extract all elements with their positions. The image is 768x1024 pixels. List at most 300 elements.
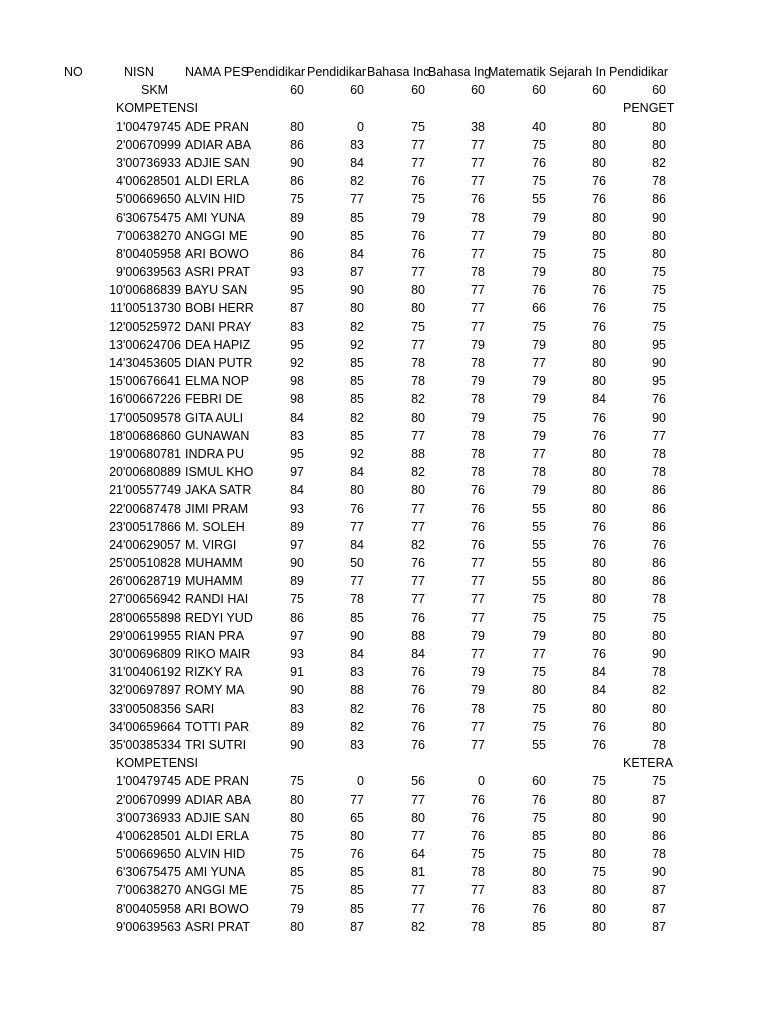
cell-score[interactable]: 75 — [532, 810, 546, 825]
cell-score[interactable]: 80 — [290, 119, 304, 134]
cell-score[interactable]: 75 — [532, 137, 546, 152]
cell-nisn[interactable]: '00557749 — [123, 483, 182, 498]
cell-score[interactable]: 80 — [592, 228, 606, 243]
cell-nisn[interactable]: '00680781 — [123, 446, 182, 461]
cell-score[interactable]: 89 — [290, 210, 304, 225]
cell-score[interactable]: 79 — [471, 665, 485, 680]
cell-score[interactable]: 83 — [350, 665, 364, 680]
cell-score[interactable]: 76 — [592, 410, 606, 425]
cell-score[interactable]: 84 — [350, 465, 364, 480]
cell-score[interactable]: 90 — [652, 810, 666, 825]
cell-nisn[interactable]: '00638270 — [123, 228, 182, 243]
cell-nama[interactable]: ELMA NOP — [185, 374, 249, 389]
cell-score[interactable]: 66 — [532, 301, 546, 316]
cell-score[interactable]: 79 — [471, 683, 485, 698]
cell-score[interactable]: 84 — [350, 246, 364, 261]
cell-nisn[interactable]: '00667226 — [123, 392, 182, 407]
cell-score[interactable]: 75 — [290, 828, 304, 843]
cell-nisn[interactable]: '00517866 — [123, 519, 182, 534]
cell-score[interactable]: 90 — [290, 737, 304, 752]
cell-nama[interactable]: GITA AULI — [185, 410, 244, 425]
cell-score[interactable]: 83 — [290, 428, 304, 443]
cell-nisn[interactable]: '00659664 — [123, 719, 182, 734]
cell-score[interactable]: 76 — [411, 665, 425, 680]
cell-score[interactable]: 78 — [652, 847, 666, 862]
cell-nama[interactable]: DEA HAPIZ — [185, 337, 251, 352]
cell-score[interactable]: 80 — [592, 210, 606, 225]
cell-score[interactable]: 77 — [411, 792, 425, 807]
cell-score[interactable]: 80 — [411, 410, 425, 425]
cell-score[interactable]: 80 — [592, 501, 606, 516]
cell-nisn[interactable]: '00619955 — [123, 628, 182, 643]
cell-score[interactable]: 86 — [652, 192, 666, 207]
cell-score[interactable]: 78 — [471, 265, 485, 280]
skm-value[interactable]: 60 — [471, 83, 485, 98]
cell-no[interactable]: 5 — [116, 847, 123, 862]
cell-score[interactable]: 40 — [532, 119, 546, 134]
cell-no[interactable]: 32 — [109, 683, 123, 698]
cell-score[interactable]: 90 — [652, 647, 666, 661]
cell-score[interactable]: 77 — [411, 428, 425, 443]
cell-no[interactable]: 33 — [109, 701, 123, 716]
cell-score[interactable]: 82 — [350, 410, 364, 425]
cell-score[interactable]: 75 — [652, 610, 666, 625]
cell-score[interactable]: 90 — [290, 155, 304, 170]
cell-score[interactable]: 82 — [411, 392, 425, 407]
cell-score[interactable]: 75 — [532, 319, 546, 334]
cell-nisn[interactable]: '00628501 — [123, 828, 182, 843]
cell-nama[interactable]: RIKO MAIR — [185, 647, 251, 661]
cell-score[interactable]: 55 — [532, 192, 546, 207]
cell-no[interactable]: 5 — [116, 192, 123, 207]
cell-nisn[interactable]: '00479745 — [123, 119, 182, 134]
cell-score[interactable]: 75 — [532, 701, 546, 716]
cell-nama[interactable]: DANI PRAY — [185, 319, 252, 334]
cell-score[interactable]: 77 — [411, 828, 425, 843]
cell-no[interactable]: 34 — [109, 719, 123, 734]
cell-nisn[interactable]: '00656942 — [123, 592, 182, 607]
cell-nama[interactable]: ADE PRAN — [185, 774, 249, 789]
cell-score[interactable]: 77 — [411, 501, 425, 516]
cell-nisn[interactable]: '00687478 — [123, 501, 182, 516]
cell-score[interactable]: 86 — [652, 483, 666, 498]
cell-score[interactable]: 80 — [592, 483, 606, 498]
cell-nisn[interactable]: '00736933 — [123, 155, 182, 170]
cell-nama[interactable]: ANGGI ME — [185, 883, 248, 898]
cell-no[interactable]: 35 — [109, 737, 123, 752]
cell-score[interactable]: 55 — [532, 537, 546, 552]
cell-no[interactable]: 17 — [109, 410, 123, 425]
cell-nisn[interactable]: '00513730 — [123, 301, 182, 316]
cell-nama[interactable]: ALVIN HID — [185, 192, 246, 207]
cell-score[interactable]: 76 — [471, 192, 485, 207]
cell-score[interactable]: 80 — [350, 301, 364, 316]
cell-score[interactable]: 81 — [411, 865, 425, 880]
cell-score[interactable]: 90 — [350, 283, 364, 298]
cell-score[interactable]: 56 — [411, 774, 425, 789]
cell-nisn[interactable]: '00669650 — [123, 192, 182, 207]
cell-nisn[interactable]: '00525972 — [123, 319, 182, 334]
cell-score[interactable]: 0 — [478, 774, 485, 789]
cell-score[interactable]: 86 — [290, 610, 304, 625]
cell-score[interactable]: 75 — [652, 319, 666, 334]
cell-nisn[interactable]: '30675475 — [123, 865, 182, 880]
cell-nama[interactable]: ALDI ERLA — [185, 828, 249, 843]
cell-nisn[interactable]: '30675475 — [123, 210, 182, 225]
cell-nama[interactable]: TOTTI PAR — [185, 719, 250, 734]
cell-nama[interactable]: ASRI PRAT — [185, 919, 251, 934]
cell-nisn[interactable]: '00670999 — [123, 137, 182, 152]
cell-score[interactable]: 77 — [350, 519, 364, 534]
cell-score[interactable]: 85 — [350, 883, 364, 898]
cell-score[interactable]: 84 — [350, 537, 364, 552]
cell-no[interactable]: 26 — [109, 574, 123, 589]
cell-score[interactable]: 85 — [350, 428, 364, 443]
cell-score[interactable]: 90 — [290, 683, 304, 698]
cell-score[interactable]: 90 — [652, 210, 666, 225]
cell-score[interactable]: 75 — [532, 410, 546, 425]
cell-score[interactable]: 82 — [350, 719, 364, 734]
cell-score[interactable]: 86 — [290, 137, 304, 152]
cell-score[interactable]: 80 — [652, 228, 666, 243]
cell-score[interactable]: 76 — [411, 701, 425, 716]
cell-no[interactable]: 11 — [110, 301, 123, 316]
cell-score[interactable]: 80 — [592, 810, 606, 825]
cell-score[interactable]: 80 — [592, 901, 606, 916]
cell-score[interactable]: 38 — [471, 119, 485, 134]
cell-nama[interactable]: ISMUL KHO — [185, 465, 254, 480]
cell-score[interactable]: 86 — [290, 246, 304, 261]
cell-score[interactable]: 76 — [592, 428, 606, 443]
cell-score[interactable]: 87 — [350, 265, 364, 280]
cell-score[interactable]: 78 — [652, 465, 666, 480]
cell-score[interactable]: 75 — [532, 665, 546, 680]
cell-score[interactable]: 95 — [290, 337, 304, 352]
cell-no[interactable]: 20 — [109, 465, 123, 480]
cell-score[interactable]: 80 — [592, 465, 606, 480]
cell-score[interactable]: 75 — [290, 847, 304, 862]
cell-score[interactable]: 95 — [290, 283, 304, 298]
cell-score[interactable]: 79 — [411, 210, 425, 225]
cell-score[interactable]: 79 — [532, 265, 546, 280]
cell-score[interactable]: 75 — [652, 265, 666, 280]
skm-label[interactable]: SKM — [141, 83, 169, 98]
cell-nisn[interactable]: '00696809 — [123, 647, 182, 661]
cell-score[interactable]: 85 — [350, 392, 364, 407]
cell-nama[interactable]: M. VIRGI — [185, 537, 237, 552]
cell-score[interactable]: 80 — [652, 137, 666, 152]
cell-nama[interactable]: ADJIE SAN — [185, 155, 250, 170]
cell-score[interactable]: 76 — [471, 828, 485, 843]
cell-score[interactable]: 89 — [290, 519, 304, 534]
cell-score[interactable]: 78 — [471, 701, 485, 716]
section-tag[interactable]: KETERA — [623, 756, 674, 771]
cell-score[interactable]: 98 — [290, 374, 304, 389]
cell-score[interactable]: 85 — [350, 228, 364, 243]
cell-score[interactable]: 90 — [652, 410, 666, 425]
cell-score[interactable]: 76 — [471, 483, 485, 498]
cell-nama[interactable]: FEBRI DE — [185, 392, 243, 407]
cell-score[interactable]: 76 — [411, 556, 425, 571]
cell-score[interactable]: 84 — [411, 647, 425, 661]
cell-score[interactable]: 80 — [592, 137, 606, 152]
cell-nama[interactable]: ADIAR ABA — [185, 137, 251, 152]
cell-score[interactable]: 80 — [592, 119, 606, 134]
section-tag[interactable]: PENGET — [623, 101, 675, 116]
cell-nama[interactable]: ROMY MA — [185, 683, 245, 698]
cell-nama[interactable]: BOBI HERR — [185, 301, 254, 316]
cell-score[interactable]: 76 — [471, 792, 485, 807]
cell-score[interactable]: 97 — [290, 537, 304, 552]
cell-nama[interactable]: DIAN PUTR — [185, 356, 253, 370]
cell-score[interactable]: 87 — [652, 901, 666, 916]
cell-score[interactable]: 84 — [350, 647, 364, 661]
cell-score[interactable]: 79 — [532, 628, 546, 643]
cell-nama[interactable]: RANDI HAI — [185, 592, 249, 607]
cell-score[interactable]: 82 — [411, 465, 425, 480]
cell-score[interactable]: 76 — [471, 537, 485, 552]
cell-score[interactable]: 75 — [532, 847, 546, 862]
cell-no[interactable]: 4 — [116, 828, 123, 843]
cell-nisn[interactable]: '30453605 — [123, 356, 182, 370]
cell-no[interactable]: 10 — [109, 283, 123, 298]
cell-nama[interactable]: MUHAMM — [185, 556, 243, 571]
cell-score[interactable]: 92 — [350, 337, 364, 352]
cell-score[interactable]: 76 — [350, 501, 364, 516]
cell-score[interactable]: 80 — [652, 701, 666, 716]
cell-score[interactable]: 77 — [411, 883, 425, 898]
cell-nisn[interactable]: '00655898 — [123, 610, 182, 625]
cell-score[interactable]: 75 — [652, 301, 666, 316]
cell-nama[interactable]: MUHAMM — [185, 574, 243, 589]
cell-nama[interactable]: AMI YUNA — [185, 865, 246, 880]
cell-score[interactable]: 78 — [411, 374, 425, 389]
cell-score[interactable]: 0 — [357, 119, 364, 134]
cell-score[interactable]: 85 — [350, 610, 364, 625]
cell-score[interactable]: 87 — [350, 919, 364, 934]
cell-score[interactable]: 77 — [471, 737, 485, 752]
cell-score[interactable]: 85 — [532, 919, 546, 934]
cell-score[interactable]: 77 — [471, 155, 485, 170]
cell-score[interactable]: 97 — [290, 465, 304, 480]
cell-score[interactable]: 76 — [592, 647, 606, 661]
cell-score[interactable]: 84 — [592, 665, 606, 680]
cell-score[interactable]: 75 — [290, 883, 304, 898]
cell-score[interactable]: 75 — [532, 719, 546, 734]
skm-value[interactable]: 60 — [290, 83, 304, 98]
cell-score[interactable]: 77 — [471, 283, 485, 298]
cell-no[interactable]: 14 — [109, 356, 123, 370]
cell-score[interactable]: 77 — [471, 246, 485, 261]
cell-score[interactable]: 86 — [652, 574, 666, 589]
cell-no[interactable]: 2 — [116, 137, 123, 152]
cell-score[interactable]: 80 — [350, 483, 364, 498]
cell-score[interactable]: 82 — [652, 683, 666, 698]
cell-score[interactable]: 92 — [290, 356, 304, 370]
cell-score[interactable]: 76 — [411, 737, 425, 752]
cell-nisn[interactable]: '00628501 — [123, 174, 182, 189]
column-header-subject[interactable]: Bahasa Inc — [367, 65, 430, 79]
cell-nisn[interactable]: '00736933 — [123, 810, 182, 825]
cell-score[interactable]: 76 — [592, 301, 606, 316]
cell-score[interactable]: 76 — [592, 283, 606, 298]
cell-score[interactable]: 77 — [471, 174, 485, 189]
column-header-nisn[interactable]: NISN — [124, 65, 154, 79]
cell-score[interactable]: 88 — [411, 446, 425, 461]
cell-score[interactable]: 77 — [411, 337, 425, 352]
cell-score[interactable]: 77 — [411, 592, 425, 607]
cell-score[interactable]: 77 — [350, 192, 364, 207]
cell-score[interactable]: 80 — [592, 847, 606, 862]
cell-no[interactable]: 28 — [109, 610, 123, 625]
cell-score[interactable]: 80 — [592, 883, 606, 898]
cell-score[interactable]: 76 — [411, 228, 425, 243]
cell-score[interactable]: 78 — [471, 210, 485, 225]
cell-nisn[interactable]: '00669650 — [123, 847, 182, 862]
cell-nisn[interactable]: '00680889 — [123, 465, 182, 480]
cell-nisn[interactable]: '00406192 — [123, 665, 182, 680]
cell-score[interactable]: 86 — [652, 519, 666, 534]
cell-nisn[interactable]: '00405958 — [123, 246, 182, 261]
cell-score[interactable]: 76 — [592, 537, 606, 552]
cell-score[interactable]: 85 — [350, 865, 364, 880]
cell-score[interactable]: 90 — [290, 556, 304, 571]
cell-score[interactable]: 89 — [290, 574, 304, 589]
cell-score[interactable]: 75 — [592, 610, 606, 625]
cell-score[interactable]: 78 — [652, 174, 666, 189]
cell-score[interactable]: 76 — [652, 392, 666, 407]
cell-score[interactable]: 79 — [290, 901, 304, 916]
cell-score[interactable]: 75 — [592, 774, 606, 789]
cell-score[interactable]: 79 — [532, 374, 546, 389]
cell-no[interactable]: 3 — [116, 155, 123, 170]
cell-nisn[interactable]: '00479745 — [123, 774, 182, 789]
cell-score[interactable]: 80 — [592, 265, 606, 280]
cell-score[interactable]: 80 — [592, 446, 606, 461]
cell-no[interactable]: 16 — [109, 392, 123, 407]
column-header-subject[interactable]: Pendidikar — [307, 65, 367, 79]
cell-score[interactable]: 77 — [471, 556, 485, 571]
cell-score[interactable]: 82 — [350, 174, 364, 189]
cell-score[interactable]: 82 — [350, 701, 364, 716]
cell-score[interactable]: 78 — [471, 428, 485, 443]
cell-score[interactable]: 75 — [290, 192, 304, 207]
cell-score[interactable]: 89 — [290, 719, 304, 734]
cell-score[interactable]: 91 — [290, 665, 304, 680]
cell-score[interactable]: 77 — [411, 137, 425, 152]
cell-nisn[interactable]: '00405958 — [123, 901, 182, 916]
cell-score[interactable]: 76 — [471, 519, 485, 534]
cell-score[interactable]: 0 — [357, 774, 364, 789]
cell-nama[interactable]: ANGGI ME — [185, 228, 248, 243]
cell-score[interactable]: 76 — [471, 501, 485, 516]
cell-score[interactable]: 79 — [532, 392, 546, 407]
cell-no[interactable]: 3 — [116, 810, 123, 825]
cell-nama[interactable]: ALDI ERLA — [185, 174, 249, 189]
column-header-subject[interactable]: Sejarah In — [549, 65, 606, 79]
cell-score[interactable]: 85 — [350, 901, 364, 916]
cell-nama[interactable]: REDYI YUD — [185, 610, 253, 625]
cell-score[interactable]: 80 — [592, 337, 606, 352]
cell-score[interactable]: 75 — [471, 847, 485, 862]
cell-score[interactable]: 80 — [592, 374, 606, 389]
cell-no[interactable]: 1 — [116, 774, 123, 789]
cell-score[interactable]: 80 — [532, 683, 546, 698]
cell-no[interactable]: 24 — [109, 537, 123, 552]
cell-no[interactable]: 19 — [109, 446, 123, 461]
cell-score[interactable]: 77 — [471, 647, 485, 661]
cell-score[interactable]: 76 — [592, 737, 606, 752]
cell-nisn[interactable]: '00629057 — [123, 537, 182, 552]
cell-no[interactable]: 29 — [109, 628, 123, 643]
cell-score[interactable]: 82 — [411, 537, 425, 552]
skm-value[interactable]: 60 — [532, 83, 546, 98]
cell-score[interactable]: 75 — [652, 283, 666, 298]
cell-score[interactable]: 87 — [652, 883, 666, 898]
cell-score[interactable]: 78 — [652, 665, 666, 680]
cell-score[interactable]: 80 — [290, 919, 304, 934]
cell-nama[interactable]: RIZKY RA — [185, 665, 243, 680]
cell-score[interactable]: 79 — [471, 337, 485, 352]
cell-score[interactable]: 77 — [471, 883, 485, 898]
skm-value[interactable]: 60 — [592, 83, 606, 98]
cell-score[interactable]: 77 — [350, 574, 364, 589]
cell-score[interactable]: 50 — [350, 556, 364, 571]
cell-score[interactable]: 76 — [411, 719, 425, 734]
cell-score[interactable]: 80 — [290, 792, 304, 807]
cell-score[interactable]: 76 — [350, 847, 364, 862]
cell-score[interactable]: 75 — [290, 774, 304, 789]
cell-score[interactable]: 75 — [411, 319, 425, 334]
cell-no[interactable]: 8 — [116, 901, 123, 916]
cell-score[interactable]: 76 — [592, 519, 606, 534]
cell-score[interactable]: 78 — [411, 356, 425, 370]
cell-score[interactable]: 76 — [592, 319, 606, 334]
cell-score[interactable]: 84 — [290, 410, 304, 425]
cell-score[interactable]: 78 — [652, 737, 666, 752]
cell-score[interactable]: 88 — [350, 683, 364, 698]
cell-score[interactable]: 76 — [411, 683, 425, 698]
column-header-subject[interactable]: Bahasa Ing — [428, 65, 492, 79]
cell-nama[interactable]: ARI BOWO — [185, 901, 249, 916]
cell-no[interactable]: 13 — [109, 337, 123, 352]
cell-score[interactable]: 80 — [532, 865, 546, 880]
cell-score[interactable]: 85 — [350, 356, 364, 370]
cell-nama[interactable]: GUNAWAN — [185, 428, 250, 443]
cell-score[interactable]: 77 — [652, 428, 666, 443]
cell-score[interactable]: 64 — [411, 847, 425, 862]
cell-score[interactable]: 77 — [471, 319, 485, 334]
cell-score[interactable]: 55 — [532, 501, 546, 516]
cell-no[interactable]: 8 — [116, 246, 123, 261]
cell-score[interactable]: 77 — [411, 901, 425, 916]
cell-score[interactable]: 80 — [411, 483, 425, 498]
cell-score[interactable]: 80 — [592, 592, 606, 607]
cell-score[interactable]: 79 — [532, 337, 546, 352]
cell-score[interactable]: 55 — [532, 519, 546, 534]
cell-score[interactable]: 76 — [532, 155, 546, 170]
cell-nama[interactable]: ALVIN HID — [185, 847, 246, 862]
cell-no[interactable]: 9 — [116, 265, 123, 280]
cell-score[interactable]: 55 — [532, 556, 546, 571]
skm-value[interactable]: 60 — [411, 83, 425, 98]
cell-score[interactable]: 83 — [532, 883, 546, 898]
cell-nama[interactable]: RIAN PRA — [185, 628, 245, 643]
cell-nama[interactable]: INDRA PU — [185, 446, 245, 461]
cell-score[interactable]: 76 — [592, 719, 606, 734]
cell-nisn[interactable]: '00686860 — [123, 428, 182, 443]
cell-nisn[interactable]: '00676641 — [123, 374, 182, 389]
